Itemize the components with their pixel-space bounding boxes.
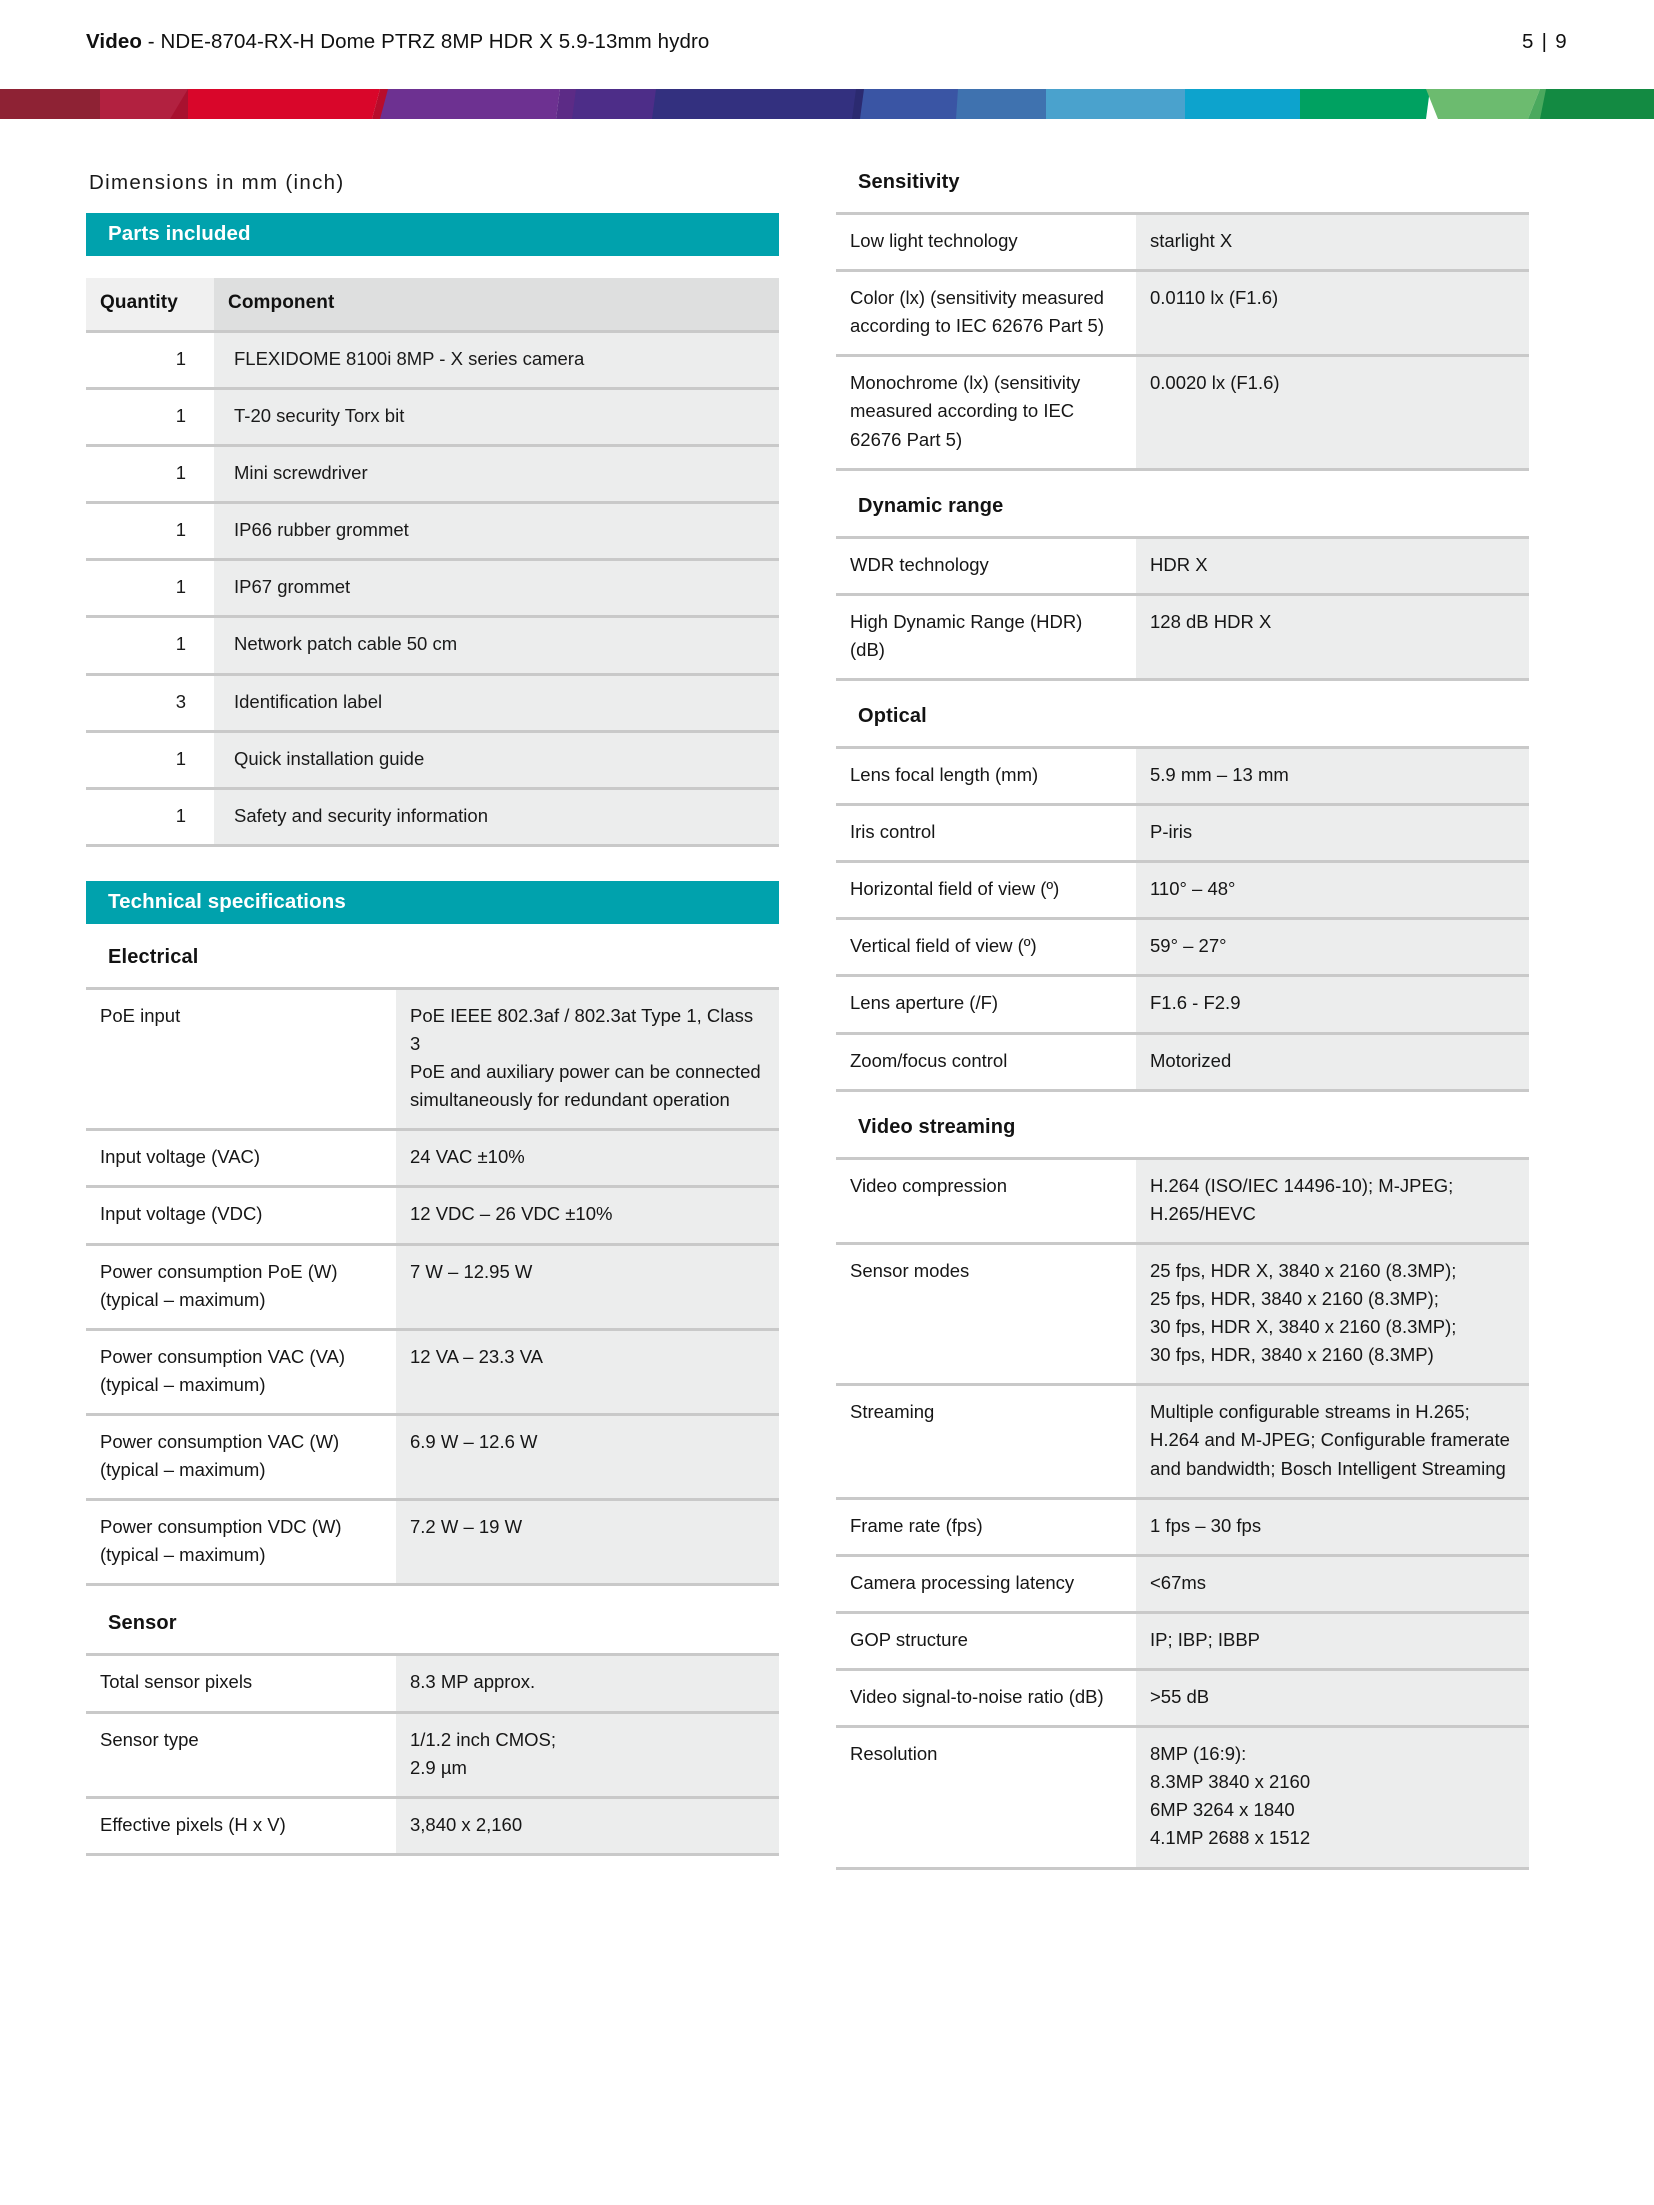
table-row (86, 674, 779, 731)
parts-table-head (86, 278, 779, 331)
electrical-heading: Electrical (108, 945, 199, 968)
parts-component: FLEXIDOME 8100i 8MP - X series camera (214, 331, 779, 388)
spec-label: Zoom/focus control (836, 1033, 1136, 1090)
header-title (86, 30, 709, 54)
table-row (836, 1612, 1529, 1669)
page-number: 5 | 9 (1521, 30, 1568, 53)
spec-value (1136, 1669, 1529, 1726)
dynamic-range-table-body (836, 537, 1529, 679)
spec-value (396, 1130, 779, 1187)
table-row (86, 617, 779, 674)
spec-label: Color (lx) (sensitivity measured according to IEC 62676 Part 5) (836, 271, 1136, 356)
parts-component: IP66 rubber grommet (214, 503, 779, 560)
color-band-graphic (0, 89, 1654, 119)
spec-value-line: 6.9 W – 12.6 W (410, 1430, 538, 1452)
parts-quantity: 1 (86, 503, 214, 560)
spec-value-line: 3,840 x 2,160 (410, 1813, 523, 1835)
spec-value-line: >55 dB (1150, 1685, 1210, 1707)
spec-value (1136, 1498, 1529, 1555)
spec-value (1136, 1612, 1529, 1669)
parts-col-quantity: Quantity (86, 278, 214, 331)
spec-value (1136, 356, 1529, 469)
spec-value (1136, 1158, 1529, 1243)
parts-included-title: Parts included (86, 213, 779, 256)
table-row (86, 1130, 779, 1187)
optical-heading: Optical (858, 704, 927, 727)
sensor-table (86, 1653, 779, 1855)
header-brand: Video (86, 30, 142, 53)
parts-table-body (86, 331, 779, 845)
spec-label: WDR technology (836, 537, 1136, 594)
spec-value (1136, 1243, 1529, 1384)
table-row (836, 1033, 1529, 1090)
spec-value-line: 8.3 MP approx. (410, 1671, 536, 1693)
parts-col-component: Component (214, 278, 779, 331)
spec-value (1136, 976, 1529, 1033)
parts-component: Quick installation guide (214, 731, 779, 788)
spec-label: Power consumption VAC (VA) (typical – maximum) (86, 1329, 396, 1414)
spec-value-line: F1.6 - F2.9 (1150, 992, 1241, 1014)
spec-value-line: HDR X (1150, 553, 1208, 575)
spec-value-line: 1/1.2 inch CMOS; (410, 1728, 557, 1750)
spec-label: Power consumption PoE (W) (typical – maximum) (86, 1244, 396, 1329)
spec-value-line: 2.9 µm (410, 1756, 467, 1778)
parts-quantity: 3 (86, 674, 214, 731)
table-row (836, 976, 1529, 1033)
spec-value (396, 1329, 779, 1414)
spec-label: Input voltage (VAC) (86, 1130, 396, 1187)
spec-label: Lens focal length (mm) (836, 747, 1136, 804)
table-row (86, 1329, 779, 1414)
spec-value-line: PoE and auxiliary power can be connected simultaneously for redundant operation (410, 1061, 761, 1111)
spec-label: Monochrome (lx) (sensitivity measured according to IEC 62676 Part 5) (836, 356, 1136, 469)
spec-label: Camera processing latency (836, 1555, 1136, 1612)
optical-table (836, 746, 1529, 1092)
spec-label: GOP structure (836, 1612, 1136, 1669)
table-row (836, 862, 1529, 919)
header-product-name: NDE-8704-RX-H Dome PTRZ 8MP HDR X 5.9-13mm hydro (160, 30, 710, 53)
spec-label: High Dynamic Range (HDR) (dB) (836, 594, 1136, 679)
technical-specifications-title: Technical specifications (86, 881, 779, 924)
table-row (836, 537, 1529, 594)
spec-value (396, 1712, 779, 1797)
spec-value (396, 1655, 779, 1712)
spec-value (1136, 805, 1529, 862)
parts-quantity: 1 (86, 560, 214, 617)
spec-label: Video compression (836, 1158, 1136, 1243)
spec-value (396, 988, 779, 1129)
parts-component: Identification label (214, 674, 779, 731)
spec-value-line: Motorized (1150, 1049, 1232, 1071)
spec-value-line: <67ms (1150, 1571, 1207, 1593)
table-row (86, 1712, 779, 1797)
sensor-heading: Sensor (108, 1612, 177, 1635)
table-row (836, 919, 1529, 976)
sensitivity-heading: Sensitivity (858, 171, 960, 193)
table-row (836, 1243, 1529, 1384)
spec-value (1136, 919, 1529, 976)
spec-label: Video signal-to-noise ratio (dB) (836, 1669, 1136, 1726)
parts-quantity: 1 (86, 331, 214, 388)
table-row (86, 788, 779, 845)
table-row (836, 1158, 1529, 1243)
spec-value (1136, 747, 1529, 804)
table-row (86, 731, 779, 788)
spec-label: Power consumption VDC (W) (typical – maximum) (86, 1500, 396, 1585)
spec-value-line: 24 VAC ±10% (410, 1146, 525, 1168)
spec-label: Horizontal field of view (º) (836, 862, 1136, 919)
table-row (836, 1727, 1529, 1868)
table-row (836, 1385, 1529, 1498)
spec-label: Vertical field of view (º) (836, 919, 1136, 976)
parts-component: IP67 grommet (214, 560, 779, 617)
content-columns (0, 171, 1654, 1894)
spec-label: Resolution (836, 1727, 1136, 1868)
spec-value-line: 25 fps, HDR, 3840 x 2160 (8.3MP); (1150, 1287, 1439, 1309)
spec-value-line: 0.0110 lx (F1.6) (1150, 287, 1279, 309)
spec-label: Sensor modes (836, 1243, 1136, 1384)
parts-component: Network patch cable 50 cm (214, 617, 779, 674)
parts-included-table (86, 278, 779, 847)
spec-label: Total sensor pixels (86, 1655, 396, 1712)
parts-quantity: 1 (86, 617, 214, 674)
spec-label: Frame rate (fps) (836, 1498, 1136, 1555)
spec-value-line: 12 VDC – 26 VDC ±10% (410, 1203, 613, 1225)
table-row (836, 1498, 1529, 1555)
spec-value-line: H.264 (ISO/IEC 14496-10); M-JPEG; H.265/HEVC (1150, 1174, 1454, 1224)
spec-label: Low light technology (836, 214, 1136, 271)
table-row (86, 446, 779, 503)
page-header (0, 0, 1654, 72)
spec-label: Power consumption VAC (W) (typical – maximum) (86, 1414, 396, 1499)
table-row (836, 271, 1529, 356)
spec-label: Streaming (836, 1385, 1136, 1498)
spec-value-line: 25 fps, HDR X, 3840 x 2160 (8.3MP); (1150, 1259, 1457, 1281)
left-column (86, 171, 779, 1882)
spec-value-line: PoE IEEE 802.3af / 802.3at Type 1, Class 3 (410, 1004, 754, 1054)
spec-value-line: 6MP 3264 x 1840 (1150, 1799, 1295, 1821)
spec-value-line: 30 fps, HDR, 3840 x 2160 (8.3MP) (1150, 1344, 1434, 1366)
spec-value-line: 59° – 27° (1150, 935, 1227, 957)
spec-value (396, 1500, 779, 1585)
table-row (86, 1187, 779, 1244)
spec-value (1136, 1033, 1529, 1090)
video-streaming-table-body (836, 1158, 1529, 1868)
parts-component: Mini screwdriver (214, 446, 779, 503)
spec-value (396, 1414, 779, 1499)
dimensions-caption: Dimensions in mm (inch) (89, 171, 345, 194)
table-row (86, 560, 779, 617)
right-column (836, 171, 1529, 1894)
spec-label: Sensor type (86, 1712, 396, 1797)
spec-value-line: 4.1MP 2688 x 1512 (1150, 1827, 1311, 1849)
spec-value-line: 7 W – 12.95 W (410, 1260, 533, 1282)
header-separator: - (141, 30, 161, 53)
table-row (86, 1244, 779, 1329)
sensitivity-table (836, 212, 1529, 471)
spec-value (1136, 214, 1529, 271)
table-row (836, 594, 1529, 679)
parts-header-row (86, 278, 779, 331)
parts-quantity: 1 (86, 731, 214, 788)
spec-value-line: 8.3MP 3840 x 2160 (1150, 1771, 1311, 1793)
spec-value (396, 1244, 779, 1329)
dynamic-range-heading: Dynamic range (858, 494, 1004, 517)
table-row (86, 1414, 779, 1499)
brand-color-band (0, 89, 1654, 119)
spec-value-line: 8MP (16:9): (1150, 1743, 1247, 1765)
sensor-table-body (86, 1655, 779, 1854)
video-streaming-heading: Video streaming (858, 1115, 1016, 1138)
spec-value (1136, 1555, 1529, 1612)
parts-quantity: 1 (86, 388, 214, 445)
table-row (836, 1669, 1529, 1726)
spec-value (1136, 1385, 1529, 1498)
spec-value-line: 5.9 mm – 13 mm (1150, 763, 1289, 785)
table-row (86, 503, 779, 560)
parts-quantity: 1 (86, 788, 214, 845)
spec-value-line: 128 dB HDR X (1150, 610, 1272, 632)
spec-value-line: Multiple configurable streams in H.265; H.264 and M-JPEG; Configurable framerate and bandwidth; Bosch Intelligent Streaming (1150, 1401, 1510, 1479)
spec-value-line: 12 VA – 23.3 VA (410, 1345, 544, 1367)
sensitivity-table-body (836, 214, 1529, 470)
spec-label: Effective pixels (H x V) (86, 1797, 396, 1854)
spec-label: PoE input (86, 988, 396, 1129)
spec-label: Lens aperture (/F) (836, 976, 1136, 1033)
table-row (86, 988, 779, 1129)
dynamic-range-table (836, 536, 1529, 681)
spec-label: Input voltage (VDC) (86, 1187, 396, 1244)
spec-value (1136, 1727, 1529, 1868)
table-row (836, 747, 1529, 804)
spec-value-line: 1 fps – 30 fps (1150, 1514, 1262, 1536)
optical-table-body (836, 747, 1529, 1090)
video-streaming-table (836, 1157, 1529, 1870)
spec-value (1136, 594, 1529, 679)
spec-value (396, 1187, 779, 1244)
spec-value (1136, 537, 1529, 594)
electrical-table (86, 987, 779, 1587)
spec-value-line: P-iris (1150, 821, 1193, 843)
spec-value-line: 30 fps, HDR X, 3840 x 2160 (8.3MP); (1150, 1316, 1457, 1338)
spec-value-line: 0.0020 lx (F1.6) (1150, 372, 1280, 394)
table-row (836, 214, 1529, 271)
table-row (86, 388, 779, 445)
table-row (86, 331, 779, 388)
parts-quantity: 1 (86, 446, 214, 503)
parts-component: Safety and security information (214, 788, 779, 845)
spec-value-line: 110° – 48° (1150, 878, 1236, 900)
parts-component: T-20 security Torx bit (214, 388, 779, 445)
spec-value (1136, 271, 1529, 356)
table-row (86, 1500, 779, 1585)
table-row (836, 1555, 1529, 1612)
table-row (836, 356, 1529, 469)
table-row (86, 1655, 779, 1712)
spec-value-line: IP; IBP; IBBP (1150, 1628, 1261, 1650)
spec-value-line: starlight X (1150, 230, 1233, 251)
spec-label: Iris control (836, 805, 1136, 862)
table-row (86, 1797, 779, 1854)
spec-value (1136, 862, 1529, 919)
spec-value-line: 7.2 W – 19 W (410, 1516, 523, 1538)
spec-value (396, 1797, 779, 1854)
table-row (836, 805, 1529, 862)
electrical-table-body (86, 988, 779, 1585)
